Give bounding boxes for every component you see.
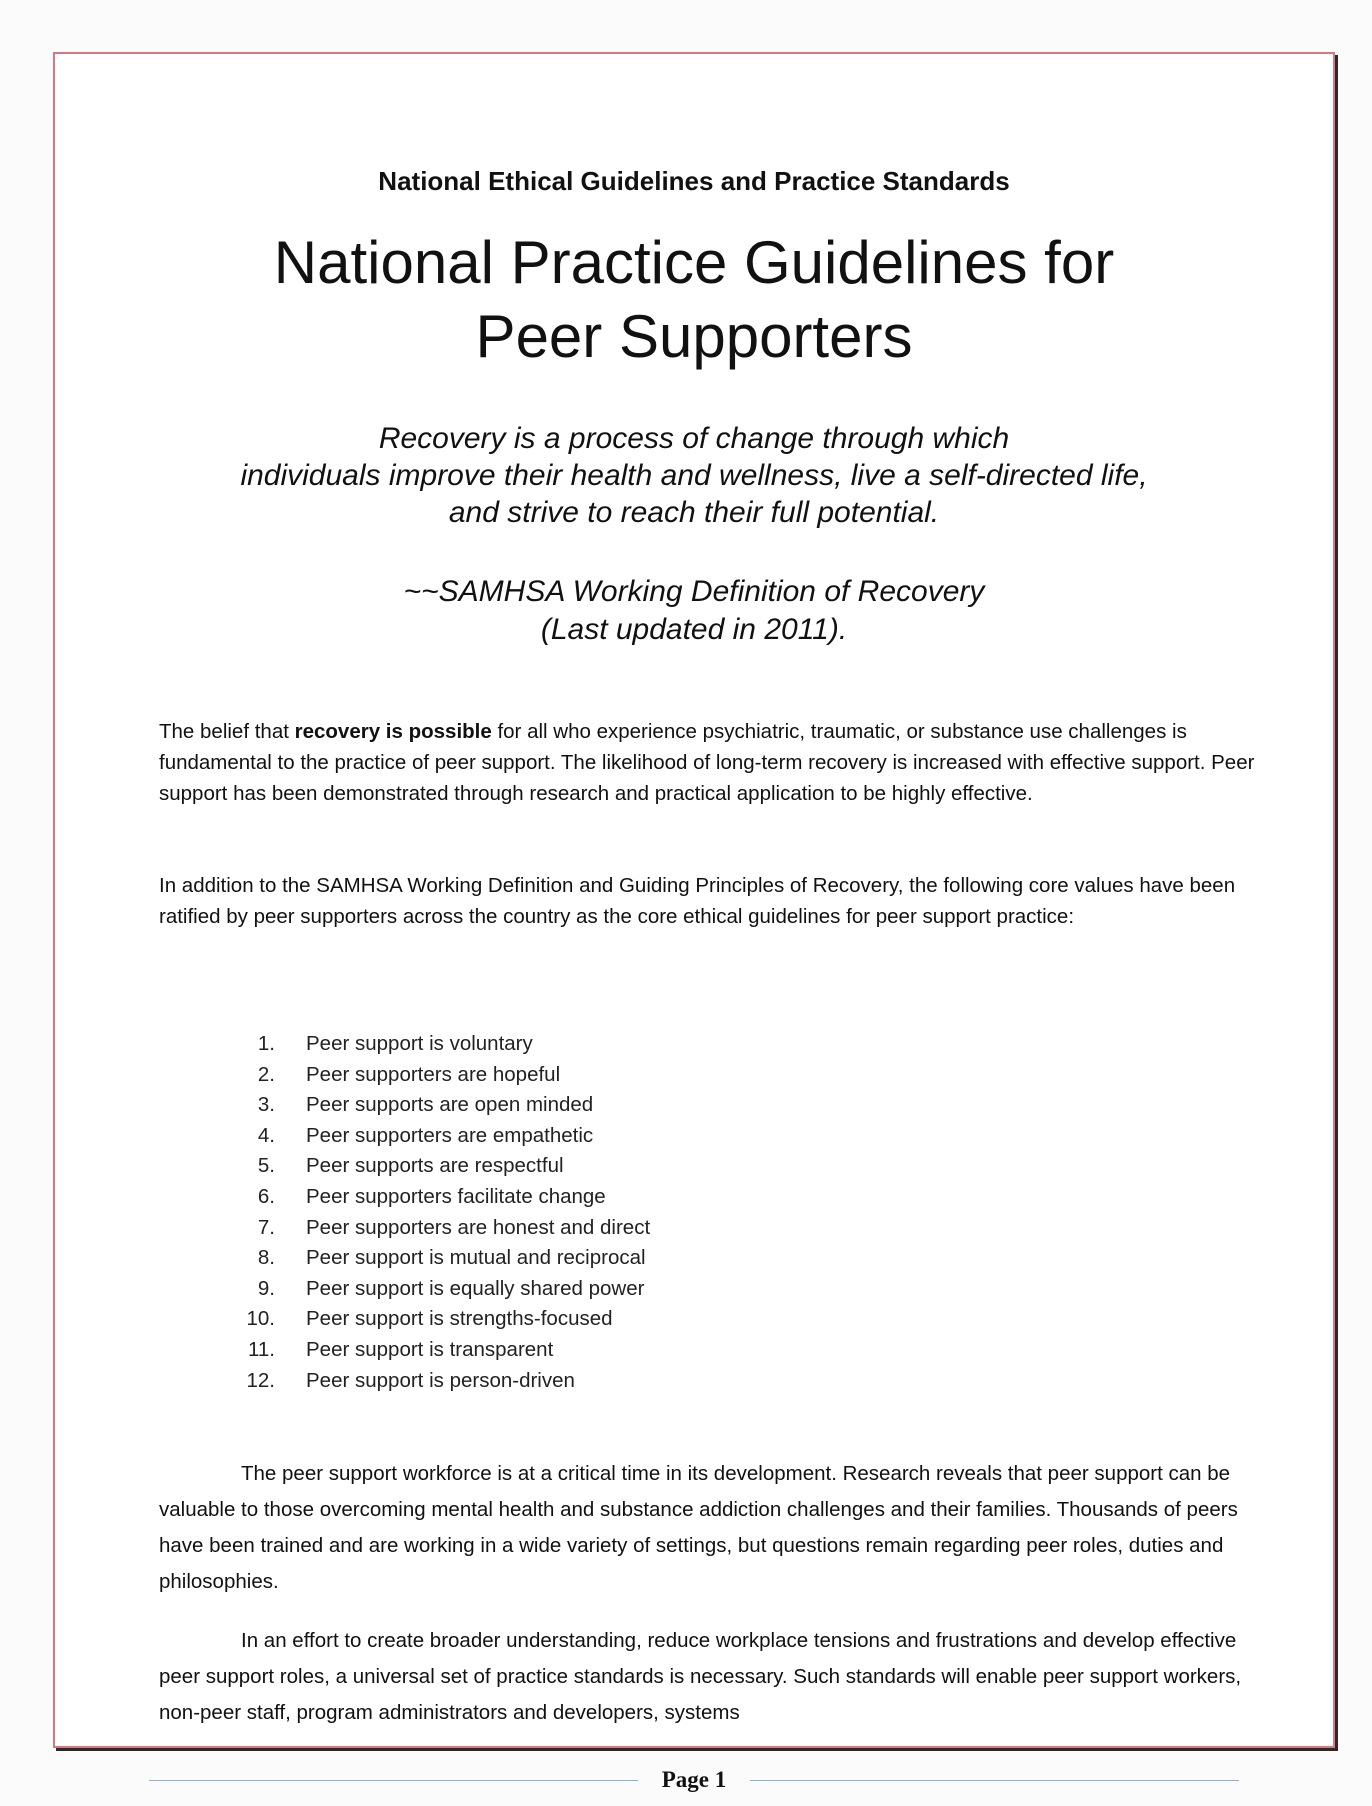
list-item-number: 1.	[257, 1032, 275, 1055]
list-item-number: 6.	[257, 1184, 275, 1208]
standards-paragraph: In an effort to create broader understanding, reduce workplace tensions and frustrations and develop effective peer support roles, a universal set of practice standards is necessary. Such standards will enable peer support workers, non-peer staff, program administrators and developers, systems	[159, 1629, 1242, 1724]
workforce-paragraph: The peer support workforce is at a critical time in its development. Research reveals that peer support can be valuable to those overcoming mental health and substance addiction challenges and their families. Thousands of peers have been trained and are working in a wide variety of settings, but questions remain regarding peer roles, duties and philosophies.	[159, 1462, 1238, 1593]
list-item-text: Peer supporters are honest and direct	[306, 1215, 651, 1239]
list-item-number: 11.	[248, 1337, 275, 1361]
list-item-number: 12.	[246, 1368, 275, 1392]
list-item	[235, 1274, 650, 1305]
list-item-text: Peer supports are open minded	[306, 1093, 594, 1117]
list-item	[235, 1213, 650, 1244]
list-item	[235, 1243, 650, 1274]
quote-line-3: and strive to reach their full potential.	[448, 496, 940, 529]
quote-attribution	[55, 573, 1333, 649]
list-item-number: 5.	[257, 1154, 275, 1178]
list-item-number: 10.	[246, 1307, 275, 1331]
list-item-text: Peer supporters are empathetic	[306, 1123, 594, 1147]
list-item	[235, 1029, 650, 1060]
list-item-text: Peer supporters facilitate change	[306, 1184, 606, 1208]
recovery-quote	[55, 420, 1333, 531]
list-item	[235, 1366, 650, 1397]
list-item-text: Peer support is mutual and reciprocal	[306, 1246, 646, 1270]
list-item-number: 2.	[257, 1062, 275, 1086]
list-item-text: Peer support is person-driven	[306, 1368, 575, 1392]
list-item	[235, 1304, 650, 1335]
page-footer	[149, 1765, 1239, 1795]
list-item	[235, 1335, 650, 1366]
list-item-text: Peer supporters are hopeful	[306, 1062, 561, 1086]
intro-emphasis: recovery is possible	[294, 720, 492, 743]
list-item-number: 9.	[257, 1276, 275, 1300]
list-item-text: Peer supports are respectful	[306, 1154, 564, 1178]
list-item-text: Peer support is voluntary	[306, 1032, 533, 1055]
document-subtitle: National Ethical Guidelines and Practice Standards	[378, 166, 1010, 196]
list-item	[235, 1151, 650, 1182]
list-item-number: 3.	[257, 1093, 275, 1117]
title-line-1: National Practice Guidelines for	[273, 229, 1115, 296]
intro-paragraph	[159, 716, 1259, 809]
attribution-line-2: (Last updated in 2011).	[540, 613, 848, 646]
core-values-list	[235, 1029, 650, 1396]
list-item-text: Peer support is equally shared power	[306, 1276, 645, 1300]
list-item-text: Peer support is transparent	[306, 1337, 554, 1361]
list-item-number: 8.	[257, 1246, 275, 1270]
page-number: Page 1	[661, 1767, 727, 1792]
list-item	[235, 1182, 650, 1213]
list-item-number: 7.	[257, 1215, 275, 1239]
attribution-line-1: ~~SAMHSA Working Definition of Recovery	[403, 575, 985, 608]
list-item-text: Peer support is strengths-focused	[306, 1307, 613, 1331]
intro-text-start: The belief that	[159, 720, 295, 743]
quote-line-2: individuals improve their health and wellness, live a self-directed life,	[240, 459, 1148, 492]
list-item	[235, 1121, 650, 1152]
intro-text-end: for all who experience psychiatric, traumatic, or substance use challenges is fundamental to the practice of peer support. The likelihood of long-term recovery is increased with effective support. Peer support has been demonstrated through research and practical application to be highly effective.	[159, 720, 1255, 805]
document-title	[55, 226, 1333, 374]
footer-rule-left	[149, 1780, 638, 1781]
title-line-2: Peer Supporters	[475, 303, 913, 370]
list-item-number: 4.	[257, 1123, 275, 1147]
document-page	[53, 52, 1335, 1792]
core-values-intro: In addition to the SAMHSA Working Definition and Guiding Principles of Recovery, the following core values have been ratified by peer supporters across the country as the core ethical guidelines for peer support practice:	[159, 874, 1236, 928]
list-item	[235, 1060, 650, 1091]
list-item	[235, 1090, 650, 1121]
footer-rule-right	[750, 1780, 1239, 1781]
quote-line-1: Recovery is a process of change through which	[378, 422, 1010, 455]
